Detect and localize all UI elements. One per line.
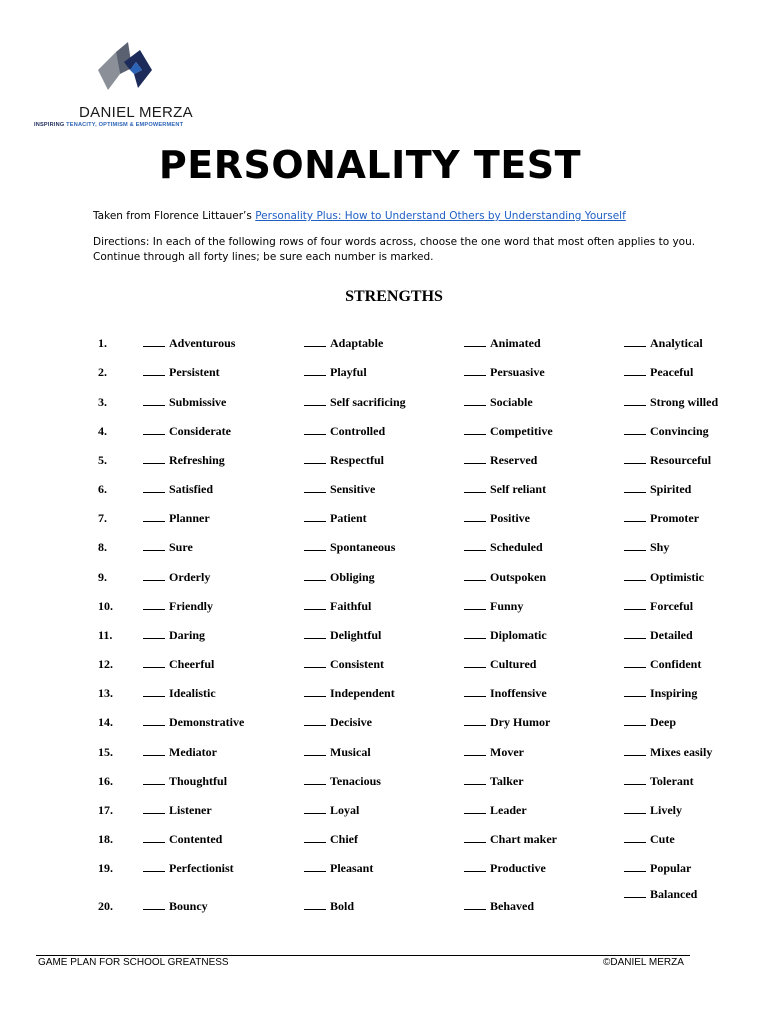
answer-word: Refreshing	[169, 453, 225, 467]
answer-blank[interactable]	[624, 482, 646, 493]
row-number: 19.	[98, 861, 113, 875]
answer-option[interactable]	[624, 861, 691, 876]
answer-word: Listener	[169, 803, 212, 817]
answer-word: Detailed	[650, 628, 693, 642]
answer-word: Patient	[330, 511, 367, 525]
answer-blank[interactable]	[624, 657, 646, 668]
answer-blank[interactable]	[464, 482, 486, 493]
answer-word: Friendly	[169, 599, 213, 613]
row-number: 11.	[98, 628, 113, 642]
answer-option[interactable]	[624, 599, 693, 614]
brand-name: DANIEL MERZA	[79, 104, 193, 121]
answer-word: Orderly	[169, 570, 211, 584]
answer-word: Loyal	[330, 803, 360, 817]
answer-word: Shy	[650, 540, 670, 554]
row-number: 1.	[98, 336, 107, 350]
answer-word: Consistent	[330, 657, 385, 671]
answer-blank[interactable]	[464, 336, 486, 347]
answer-blank[interactable]	[624, 511, 646, 522]
answer-word: Optimistic	[650, 570, 704, 584]
answer-blank[interactable]	[464, 599, 486, 610]
answer-blank[interactable]	[464, 745, 486, 756]
answer-option[interactable]	[624, 803, 682, 818]
answer-word: Resourceful	[650, 453, 712, 467]
answer-option[interactable]	[304, 540, 395, 555]
answer-blank[interactable]	[464, 395, 486, 406]
answer-word: Chart maker	[490, 832, 557, 846]
answer-blank[interactable]	[464, 570, 486, 581]
answer-option[interactable]	[304, 861, 373, 876]
answer-word: Adaptable	[330, 336, 384, 350]
footer-right: ©DANIEL MERZA	[603, 957, 684, 968]
answer-option[interactable]	[143, 453, 225, 468]
answer-word: Tolerant	[650, 774, 694, 788]
answer-option[interactable]	[143, 540, 193, 555]
row-number: 15.	[98, 745, 113, 759]
answer-blank[interactable]	[464, 774, 486, 785]
row-number: 20.	[98, 899, 113, 913]
row-number: 14.	[98, 715, 113, 729]
answer-blank[interactable]	[143, 453, 165, 464]
page-title-text: PERSONALITY TEST	[158, 143, 582, 187]
answer-blank[interactable]	[143, 599, 165, 610]
answer-word: Decisive	[330, 715, 372, 729]
answer-blank[interactable]	[304, 715, 326, 726]
answer-option[interactable]	[304, 628, 381, 643]
answer-blank[interactable]	[304, 774, 326, 785]
answer-blank[interactable]	[143, 686, 165, 697]
answer-word: Cultured	[490, 657, 537, 671]
answer-blank[interactable]	[624, 887, 646, 898]
answer-option[interactable]	[143, 599, 213, 614]
answer-word: Forceful	[650, 599, 694, 613]
answer-word: Pleasant	[330, 861, 374, 875]
answer-option[interactable]	[304, 686, 395, 701]
answer-word: Productive	[490, 861, 546, 875]
answer-word: Demonstrative	[169, 715, 245, 729]
answer-option[interactable]	[304, 745, 371, 760]
answer-word: Funny	[490, 599, 524, 613]
answer-word: Bouncy	[169, 899, 208, 913]
answer-blank[interactable]	[143, 832, 165, 843]
answer-option[interactable]	[304, 336, 383, 351]
answer-blank[interactable]	[304, 686, 326, 697]
answer-option[interactable]	[143, 482, 213, 497]
answer-word: Sure	[169, 540, 193, 554]
answer-word: Analytical	[650, 336, 703, 350]
answer-word: Dry Humor	[490, 715, 551, 729]
answer-blank[interactable]	[143, 424, 165, 435]
row-number: 16.	[98, 774, 113, 788]
answer-option[interactable]	[624, 511, 699, 526]
answer-blank[interactable]	[464, 453, 486, 464]
answer-option[interactable]	[464, 540, 543, 555]
answer-word: Chief	[330, 832, 358, 846]
answer-option[interactable]	[304, 365, 367, 380]
answer-blank[interactable]	[624, 540, 646, 551]
answer-option[interactable]	[304, 832, 358, 847]
answer-option[interactable]	[304, 453, 384, 468]
answer-blank[interactable]	[304, 599, 326, 610]
answer-word: Sociable	[490, 395, 533, 409]
answer-option[interactable]	[464, 861, 546, 876]
answer-word: Lively	[650, 803, 682, 817]
answer-blank[interactable]	[464, 715, 486, 726]
answer-blank[interactable]	[143, 336, 165, 347]
answer-word: Persuasive	[490, 365, 545, 379]
answer-word: Perfectionist	[169, 861, 234, 875]
answer-blank[interactable]	[143, 774, 165, 785]
footer-rule	[36, 955, 690, 956]
answer-word: Leader	[490, 803, 527, 817]
footer-left: GAME PLAN FOR SCHOOL GREATNESS	[38, 957, 229, 968]
answer-blank[interactable]	[304, 336, 326, 347]
answer-word: Confident	[650, 657, 702, 671]
answer-word: Planner	[169, 511, 210, 525]
answer-option[interactable]	[624, 424, 709, 439]
answer-word: Playful	[330, 365, 367, 379]
answer-blank[interactable]	[304, 395, 326, 406]
answer-word: Deep	[650, 715, 676, 729]
answer-option[interactable]	[464, 336, 541, 351]
answer-blank[interactable]	[143, 511, 165, 522]
answer-option[interactable]	[143, 336, 235, 351]
answer-blank[interactable]	[143, 803, 165, 814]
answer-option[interactable]	[464, 482, 546, 497]
answer-option[interactable]	[624, 657, 701, 672]
answer-word: Contented	[169, 832, 223, 846]
answer-blank[interactable]	[624, 774, 646, 785]
answer-blank[interactable]	[624, 424, 646, 435]
answer-option[interactable]	[624, 745, 712, 760]
answer-blank[interactable]	[304, 540, 326, 551]
answer-option[interactable]	[624, 395, 718, 410]
answer-option[interactable]	[304, 899, 354, 914]
answer-word: Tenacious	[330, 774, 381, 788]
answer-option[interactable]	[304, 803, 359, 818]
answer-word: Idealistic	[169, 686, 216, 700]
answer-blank[interactable]	[624, 570, 646, 581]
row-number: 18.	[98, 832, 113, 846]
answer-word: Faithful	[330, 599, 372, 613]
answer-word: Respectful	[330, 453, 384, 467]
answer-blank[interactable]	[464, 511, 486, 522]
answer-word: Sensitive	[330, 482, 376, 496]
answer-blank[interactable]	[304, 453, 326, 464]
answer-blank[interactable]	[143, 745, 165, 756]
answer-option[interactable]	[143, 803, 212, 818]
answer-blank[interactable]	[624, 832, 646, 843]
answer-word: Positive	[490, 511, 530, 525]
answer-word: Balanced	[650, 887, 698, 901]
answer-word: Diplomatic	[490, 628, 547, 642]
row-number: 6.	[98, 482, 107, 496]
answer-option[interactable]	[143, 657, 214, 672]
row-number: 8.	[98, 540, 107, 554]
answer-blank[interactable]	[624, 336, 646, 347]
answer-word: Reserved	[490, 453, 538, 467]
answer-option[interactable]	[624, 540, 669, 555]
answer-word: Peaceful	[650, 365, 694, 379]
directions-line-1: Directions: In each of the following rows of four words across, choose the one word that most often applies to you.	[93, 236, 696, 248]
answer-word: Self sacrificing	[330, 395, 406, 409]
answer-option[interactable]	[464, 745, 524, 760]
answer-blank[interactable]	[464, 540, 486, 551]
answer-blank[interactable]	[304, 570, 326, 581]
answer-word: Daring	[169, 628, 205, 642]
answer-word: Adventurous	[169, 336, 236, 350]
answer-blank[interactable]	[143, 395, 165, 406]
answer-blank[interactable]	[624, 599, 646, 610]
answer-word: Promoter	[650, 511, 700, 525]
answer-blank[interactable]	[304, 745, 326, 756]
answer-option[interactable]	[143, 861, 234, 876]
answer-option[interactable]	[143, 365, 220, 380]
answer-word: Musical	[330, 745, 371, 759]
answer-blank[interactable]	[624, 745, 646, 756]
answer-option[interactable]	[143, 395, 226, 410]
answer-word: Spontaneous	[330, 540, 396, 554]
answer-word: Bold	[330, 899, 355, 913]
answer-word: Animated	[490, 336, 541, 350]
answer-option[interactable]	[464, 453, 537, 468]
row-number: 17.	[98, 803, 113, 817]
answer-option[interactable]	[143, 686, 216, 701]
answer-word: Obliging	[330, 570, 375, 584]
answer-blank[interactable]	[304, 365, 326, 376]
source-prefix: Taken from Florence Littauer’s	[93, 210, 256, 222]
answer-option[interactable]	[464, 570, 546, 585]
answer-word: Mediator	[169, 745, 217, 759]
row-number: 12.	[98, 657, 113, 671]
row-number: 5.	[98, 453, 107, 467]
answer-blank[interactable]	[624, 453, 646, 464]
answer-option[interactable]	[624, 686, 697, 701]
answer-option[interactable]	[143, 628, 205, 643]
answer-option[interactable]	[304, 774, 381, 789]
answer-blank[interactable]	[143, 899, 165, 910]
answer-blank[interactable]	[464, 832, 486, 843]
answer-option[interactable]	[143, 570, 210, 585]
answer-blank[interactable]	[143, 657, 165, 668]
answer-option[interactable]	[624, 570, 704, 585]
answer-option[interactable]	[464, 803, 527, 818]
answer-blank[interactable]	[464, 424, 486, 435]
row-number: 3.	[98, 395, 107, 409]
answer-option[interactable]	[464, 511, 530, 526]
answer-word: Spirited	[650, 482, 692, 496]
answer-blank[interactable]	[304, 482, 326, 493]
answer-blank[interactable]	[464, 686, 486, 697]
answer-option[interactable]	[304, 395, 406, 410]
answer-word: Popular	[650, 861, 692, 875]
answer-option[interactable]	[464, 686, 547, 701]
answer-option[interactable]	[143, 511, 210, 526]
answer-option[interactable]	[304, 424, 385, 439]
answer-option[interactable]	[624, 715, 676, 730]
row-number: 7.	[98, 511, 107, 525]
answer-option[interactable]	[143, 424, 231, 439]
answer-option[interactable]	[464, 832, 557, 847]
answer-blank[interactable]	[624, 803, 646, 814]
answer-option[interactable]	[464, 599, 523, 614]
answer-option[interactable]	[304, 657, 384, 672]
answer-blank[interactable]	[464, 628, 486, 639]
section-title-strengths: STRENGTHS	[345, 288, 443, 305]
answer-option[interactable]	[143, 832, 222, 847]
answer-blank[interactable]	[304, 628, 326, 639]
tagline-start: INSPIRING	[34, 122, 67, 128]
answer-option[interactable]	[464, 365, 545, 380]
answer-blank[interactable]	[304, 424, 326, 435]
answer-option[interactable]	[304, 511, 367, 526]
row-number: 9.	[98, 570, 107, 584]
answer-word: Thoughtful	[169, 774, 228, 788]
answer-option[interactable]	[304, 570, 375, 585]
row-number: 2.	[98, 365, 107, 379]
answer-word: Cute	[650, 832, 675, 846]
answer-option[interactable]	[143, 715, 244, 730]
answer-blank[interactable]	[624, 861, 646, 872]
answer-blank[interactable]	[143, 540, 165, 551]
answer-option[interactable]	[464, 774, 524, 789]
answer-blank[interactable]	[464, 899, 486, 910]
answer-blank[interactable]	[143, 365, 165, 376]
answer-option[interactable]	[304, 599, 371, 614]
tagline-accent: TENACITY, OPTIMISM & EMPOWERMENT	[66, 122, 184, 128]
answer-word: Independent	[330, 686, 395, 700]
answer-word: Submissive	[169, 395, 227, 409]
answer-option[interactable]	[624, 482, 691, 497]
answer-option[interactable]	[464, 657, 536, 672]
answer-option[interactable]	[304, 715, 372, 730]
answer-blank[interactable]	[624, 365, 646, 376]
answer-option[interactable]	[624, 887, 697, 902]
answer-blank[interactable]	[304, 657, 326, 668]
answer-word: Satisfied	[169, 482, 214, 496]
answer-word: Persistent	[169, 365, 220, 379]
answer-word: Cheerful	[169, 657, 215, 671]
answer-option[interactable]	[464, 628, 547, 643]
answer-blank[interactable]	[464, 803, 486, 814]
answer-blank[interactable]	[304, 511, 326, 522]
answer-word: Outspoken	[490, 570, 547, 584]
answer-word: Strong willed	[650, 395, 719, 409]
answer-word: Mixes easily	[650, 745, 713, 759]
answer-option[interactable]	[304, 482, 375, 497]
answer-blank[interactable]	[304, 803, 326, 814]
answer-option[interactable]	[624, 336, 703, 351]
answer-blank[interactable]	[143, 715, 165, 726]
answer-word: Self reliant	[490, 482, 547, 496]
answer-option[interactable]	[464, 424, 553, 439]
answer-blank[interactable]	[143, 861, 165, 872]
answer-option[interactable]	[624, 453, 711, 468]
answer-option[interactable]	[143, 899, 208, 914]
row-number: 13.	[98, 686, 113, 700]
answer-option[interactable]	[624, 832, 675, 847]
answer-blank[interactable]	[304, 899, 326, 910]
answer-word: Controlled	[330, 424, 386, 438]
row-number: 4.	[98, 424, 107, 438]
answer-blank[interactable]	[624, 628, 646, 639]
answer-blank[interactable]	[464, 365, 486, 376]
answer-option[interactable]	[624, 774, 694, 789]
answer-blank[interactable]	[143, 570, 165, 581]
answer-blank[interactable]	[464, 861, 486, 872]
answer-option[interactable]	[464, 395, 533, 410]
answer-option[interactable]	[464, 899, 534, 914]
answer-option[interactable]	[464, 715, 550, 730]
answer-blank[interactable]	[624, 686, 646, 697]
answer-word: Inoffensive	[490, 686, 547, 700]
answer-word: Inspiring	[650, 686, 698, 700]
answer-word: Talker	[490, 774, 524, 788]
answer-blank[interactable]	[624, 715, 646, 726]
answer-blank[interactable]	[143, 482, 165, 493]
answer-word: Scheduled	[490, 540, 543, 554]
answer-word: Mover	[490, 745, 524, 759]
answer-blank[interactable]	[143, 628, 165, 639]
answer-blank[interactable]	[464, 657, 486, 668]
answer-option[interactable]	[143, 745, 217, 760]
answer-blank[interactable]	[624, 395, 646, 406]
answer-word: Competitive	[490, 424, 553, 438]
answer-word: Considerate	[169, 424, 231, 438]
answer-word: Behaved	[490, 899, 535, 913]
answer-word: Delightful	[330, 628, 382, 642]
answer-option[interactable]	[624, 628, 693, 643]
directions-line-2: Continue through all forty lines; be sure each number is marked.	[93, 251, 434, 263]
answer-blank[interactable]	[304, 861, 326, 872]
source-book-link[interactable]: Personality Plus: How to Understand Others by Understanding Yourself	[255, 210, 626, 222]
answer-option[interactable]	[624, 365, 693, 380]
answer-option[interactable]	[143, 774, 227, 789]
row-number: 10.	[98, 599, 113, 613]
answer-word: Convincing	[650, 424, 709, 438]
answer-blank[interactable]	[304, 832, 326, 843]
